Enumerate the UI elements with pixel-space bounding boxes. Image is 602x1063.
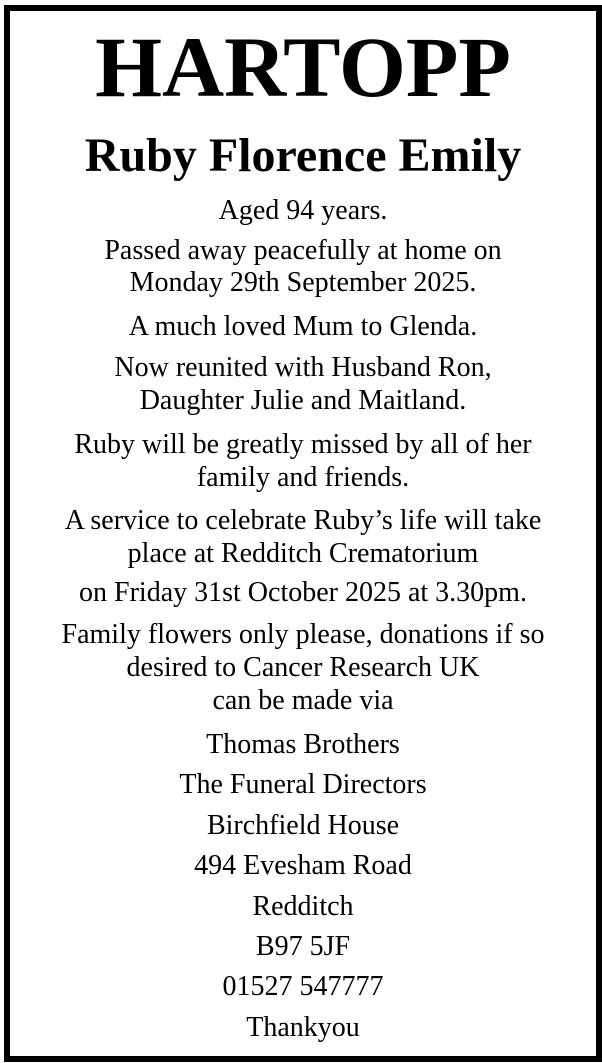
notice-line-venue: place at Redditch Crematorium <box>127 538 479 569</box>
address-line-house: Birchfield House <box>206 810 400 841</box>
notice-line-made-via: can be made via <box>212 685 394 716</box>
address-line-postcode: B97 5JF <box>255 931 351 962</box>
surname-heading: HARTOPP <box>95 19 511 115</box>
notice-line-reunited: Now reunited with Husband Ron, <box>114 352 492 383</box>
notice-line-flowers: Family flowers only please, donations if so <box>61 619 545 650</box>
notice-line-age: Aged 94 years. <box>218 195 388 226</box>
notice-line-passed-away: Passed away peacefully at home on <box>104 235 502 266</box>
given-names-heading: Ruby Florence Emily <box>84 129 522 182</box>
notice-border <box>4 5 602 1062</box>
notice-line-date-of-death: Monday 29th September 2025. <box>129 267 477 298</box>
address-line-town: Redditch <box>252 891 354 922</box>
notice-line-family-friends: family and friends. <box>196 462 410 493</box>
notice-line-missed: Ruby will be greatly missed by all of her <box>74 429 532 460</box>
notice-line-service-date: on Friday 31st October 2025 at 3.30pm. <box>79 577 527 608</box>
notice-line-reunited-names: Daughter Julie and Maitland. <box>139 385 467 416</box>
notice-line-charity: desired to Cancer Research UK <box>126 652 480 683</box>
notice-line-service: A service to celebrate Ruby’s life will take <box>64 505 542 536</box>
notice-line-loved-mum: A much loved Mum to Glenda. <box>128 311 478 342</box>
notice-content <box>10 11 596 1056</box>
phone-number: 01527 547777 <box>222 971 384 1002</box>
funeral-director-name: Thomas Brothers <box>206 729 400 760</box>
funeral-director-title: The Funeral Directors <box>179 769 427 800</box>
notice-line-thankyou: Thankyou <box>246 1012 360 1043</box>
address-line-street: 494 Evesham Road <box>194 850 412 881</box>
